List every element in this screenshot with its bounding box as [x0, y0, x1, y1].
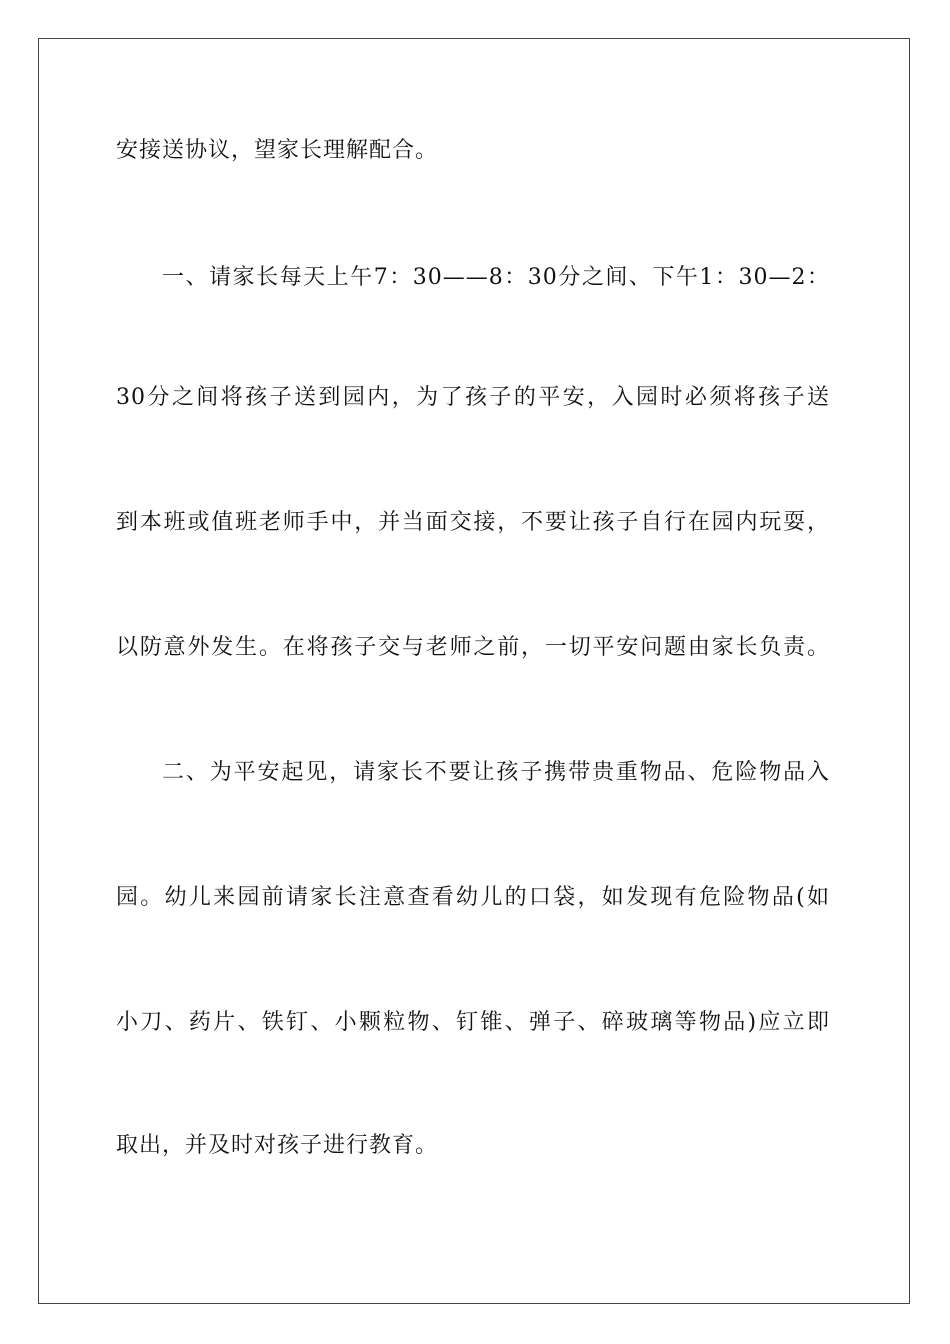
- page-border: [38, 38, 910, 1304]
- paragraph-2-line-4: 取出，并及时对孩子进行教育。: [116, 1133, 439, 1158]
- paragraph-1-line-3: 到本班或值班老师手中，并当面交接，不要让孩子自行在园内玩耍，: [116, 510, 830, 535]
- paragraph-2-line-3: 小刀、药片、铁钉、小颗粒物、钉锥、弹子、碎玻璃等物品)应立即: [116, 1010, 830, 1035]
- paragraph-2-line-1: 二、为平安起见，请家长不要让孩子携带贵重物品、危险物品入: [162, 760, 830, 785]
- text-line-1: 安接送协议，望家长理解配合。: [116, 138, 439, 163]
- paragraph-1-line-2: 30分之间将孩子送到园内，为了孩子的平安，入园时必须将孩子送: [116, 385, 830, 410]
- paragraph-1-line-4: 以防意外发生。在将孩子交与老师之前，一切平安问题由家长负责。: [116, 635, 830, 660]
- paragraph-1-line-1: 一、请家长每天上午7：30——8：30分之间、下午1：30—2：: [162, 265, 830, 290]
- paragraph-2-line-2: 园。幼儿来园前请家长注意查看幼儿的口袋，如发现有危险物品(如: [116, 885, 830, 910]
